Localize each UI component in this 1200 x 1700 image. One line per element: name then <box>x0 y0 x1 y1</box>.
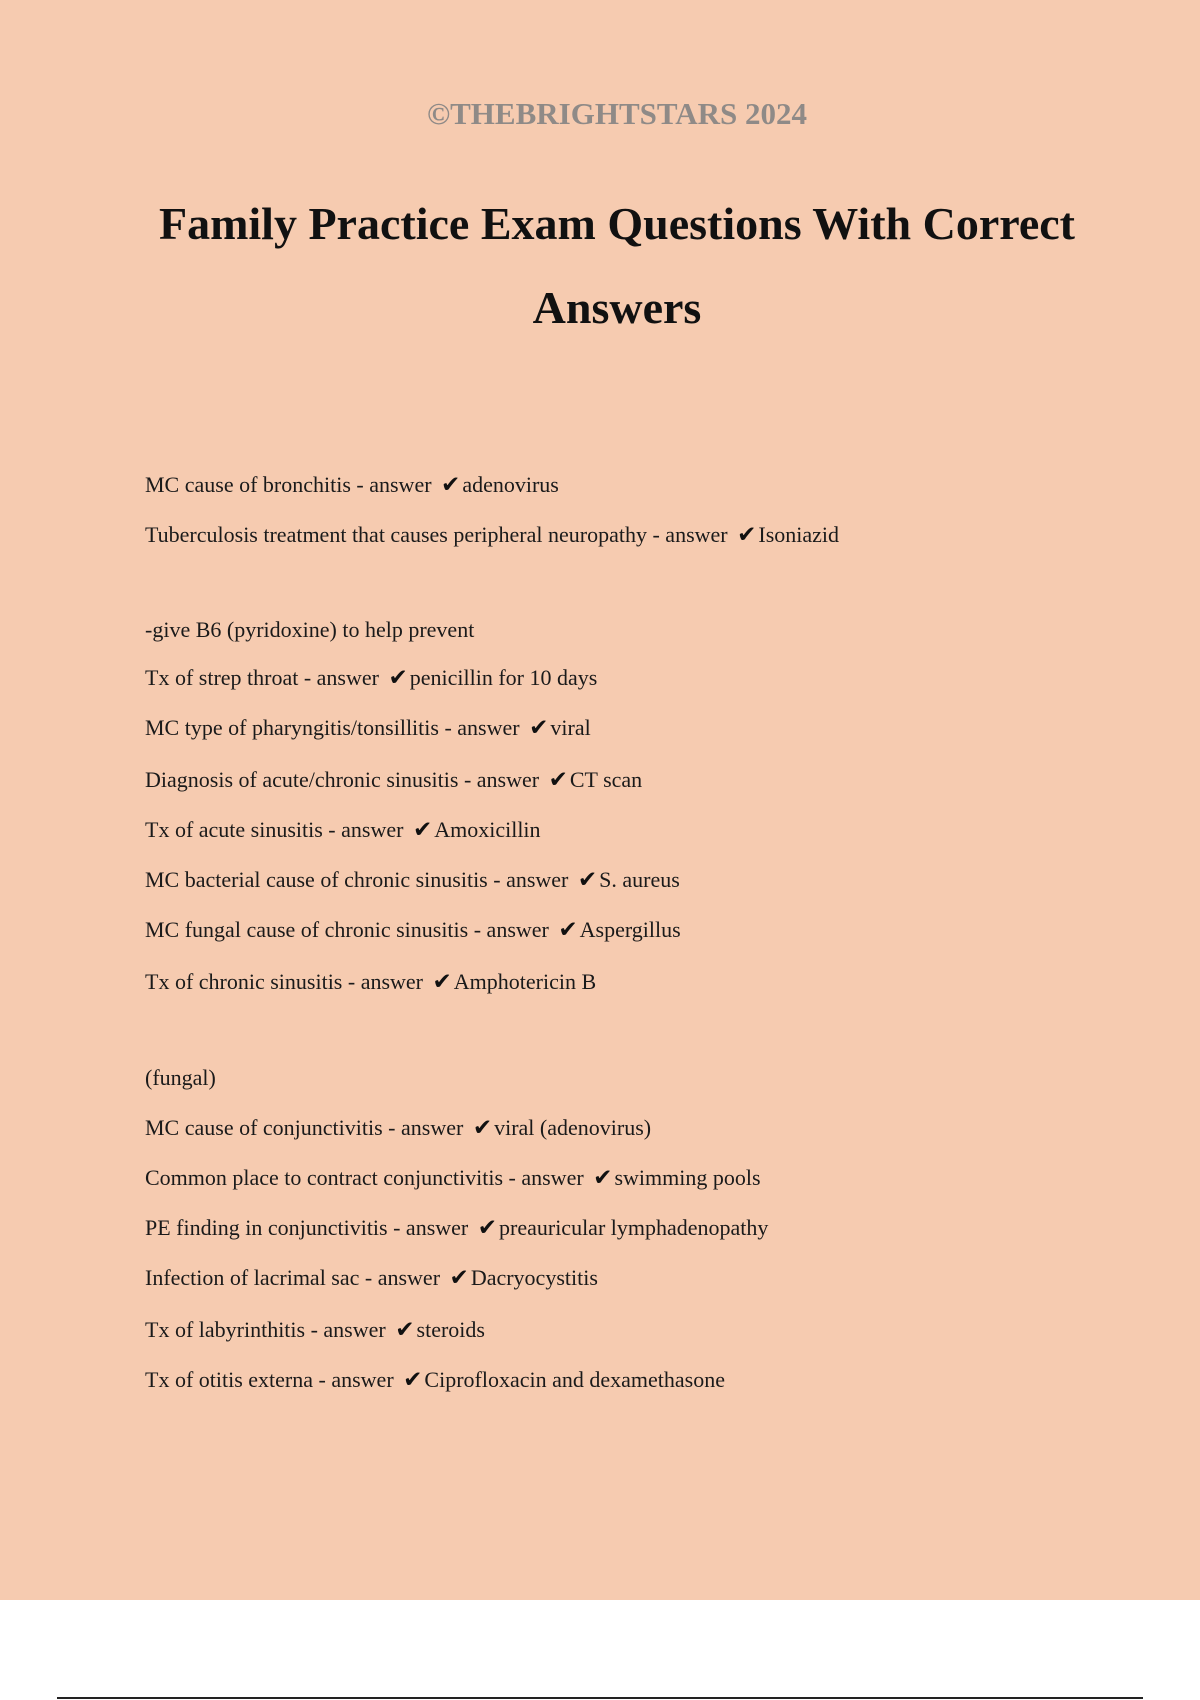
check-mark-icon: ✔ <box>388 665 408 691</box>
check-mark-icon: ✔ <box>558 917 578 943</box>
check-mark-icon: ✔ <box>548 767 568 793</box>
answer-text: Amphotericin B <box>453 969 597 994</box>
qa-item <box>145 815 541 845</box>
note-text: -give B6 (pyridoxine) to help prevent <box>145 617 475 642</box>
answer-text: steroids <box>416 1317 485 1342</box>
question-text: MC cause of conjunctivitis - answer <box>145 1115 464 1140</box>
page-title: Family Practice Exam Questions With Correct Answers <box>158 198 1075 333</box>
answer-text: adenovirus <box>462 472 559 497</box>
question-text: MC fungal cause of chronic sinusitis - answer <box>145 917 549 942</box>
check-mark-icon: ✔ <box>403 1367 423 1393</box>
question-text: Infection of lacrimal sac - answer <box>145 1265 441 1290</box>
question-text: Tx of strep throat - answer <box>145 665 379 690</box>
qa-item <box>145 713 591 743</box>
qa-item <box>145 1113 651 1143</box>
qa-item <box>145 1213 768 1243</box>
question-text: Tx of acute sinusitis - answer <box>145 817 404 842</box>
answer-text: Amoxicillin <box>434 817 541 842</box>
qa-item <box>145 470 559 500</box>
question-text: MC cause of bronchitis - answer <box>145 472 432 497</box>
answer-text: Ciprofloxacin and dexamethasone <box>424 1367 725 1392</box>
question-text: Tuberculosis treatment that causes peripheral neuropathy - answer <box>145 522 728 547</box>
check-mark-icon: ✔ <box>412 817 433 843</box>
qa-item <box>145 1163 761 1193</box>
question-text: PE finding in conjunctivitis - answer <box>145 1215 469 1240</box>
question-text: Tx of labyrinthitis - answer <box>145 1317 386 1342</box>
answer-text: Aspergillus <box>579 917 681 942</box>
question-text: Tx of otitis externa - answer <box>145 1367 394 1392</box>
footer-divider <box>57 1697 1143 1699</box>
answer-text: S. aureus <box>599 867 680 892</box>
check-mark-icon: ✔ <box>395 1317 415 1343</box>
question-text: Tx of chronic sinusitis - answer <box>145 969 423 994</box>
check-mark-icon: ✔ <box>472 1115 493 1141</box>
answer-text: viral (adenovirus) <box>494 1115 652 1140</box>
qa-item <box>145 765 642 795</box>
answer-text: viral <box>550 715 591 740</box>
qa-item <box>145 1365 725 1395</box>
question-text: MC bacterial cause of chronic sinusitis - answer <box>145 867 569 892</box>
question-text: MC type of pharyngitis/tonsillitis - answer <box>145 715 520 740</box>
check-mark-icon: ✔ <box>577 867 598 893</box>
check-mark-icon: ✔ <box>593 1165 613 1191</box>
copyright-watermark: ©THEBRIGHTSTARS 2024 <box>426 96 808 131</box>
answer-text: swimming pools <box>614 1165 761 1190</box>
qa-item <box>145 520 839 550</box>
note-text: (fungal) <box>145 1065 216 1090</box>
question-text: Diagnosis of acute/chronic sinusitis - answer <box>145 767 540 792</box>
check-mark-icon: ✔ <box>432 969 452 995</box>
answer-text: penicillin for 10 days <box>409 665 598 690</box>
check-mark-icon: ✔ <box>449 1265 469 1291</box>
qa-item <box>145 865 680 895</box>
qa-item <box>145 915 681 945</box>
question-text: Common place to contract conjunctivitis - answer <box>145 1165 584 1190</box>
qa-item <box>145 663 597 693</box>
answer-text: preauricular lymphadenopathy <box>499 1215 769 1240</box>
check-mark-icon: ✔ <box>737 522 757 548</box>
check-mark-icon: ✔ <box>441 472 461 498</box>
qa-item <box>145 1263 598 1293</box>
answer-text: CT scan <box>569 767 643 792</box>
check-mark-icon: ✔ <box>529 715 549 741</box>
check-mark-icon: ✔ <box>477 1215 498 1241</box>
qa-item <box>145 1315 485 1345</box>
answer-text: Dacryocystitis <box>470 1265 598 1290</box>
qa-item <box>145 967 596 997</box>
answer-text: Isoniazid <box>758 522 840 547</box>
